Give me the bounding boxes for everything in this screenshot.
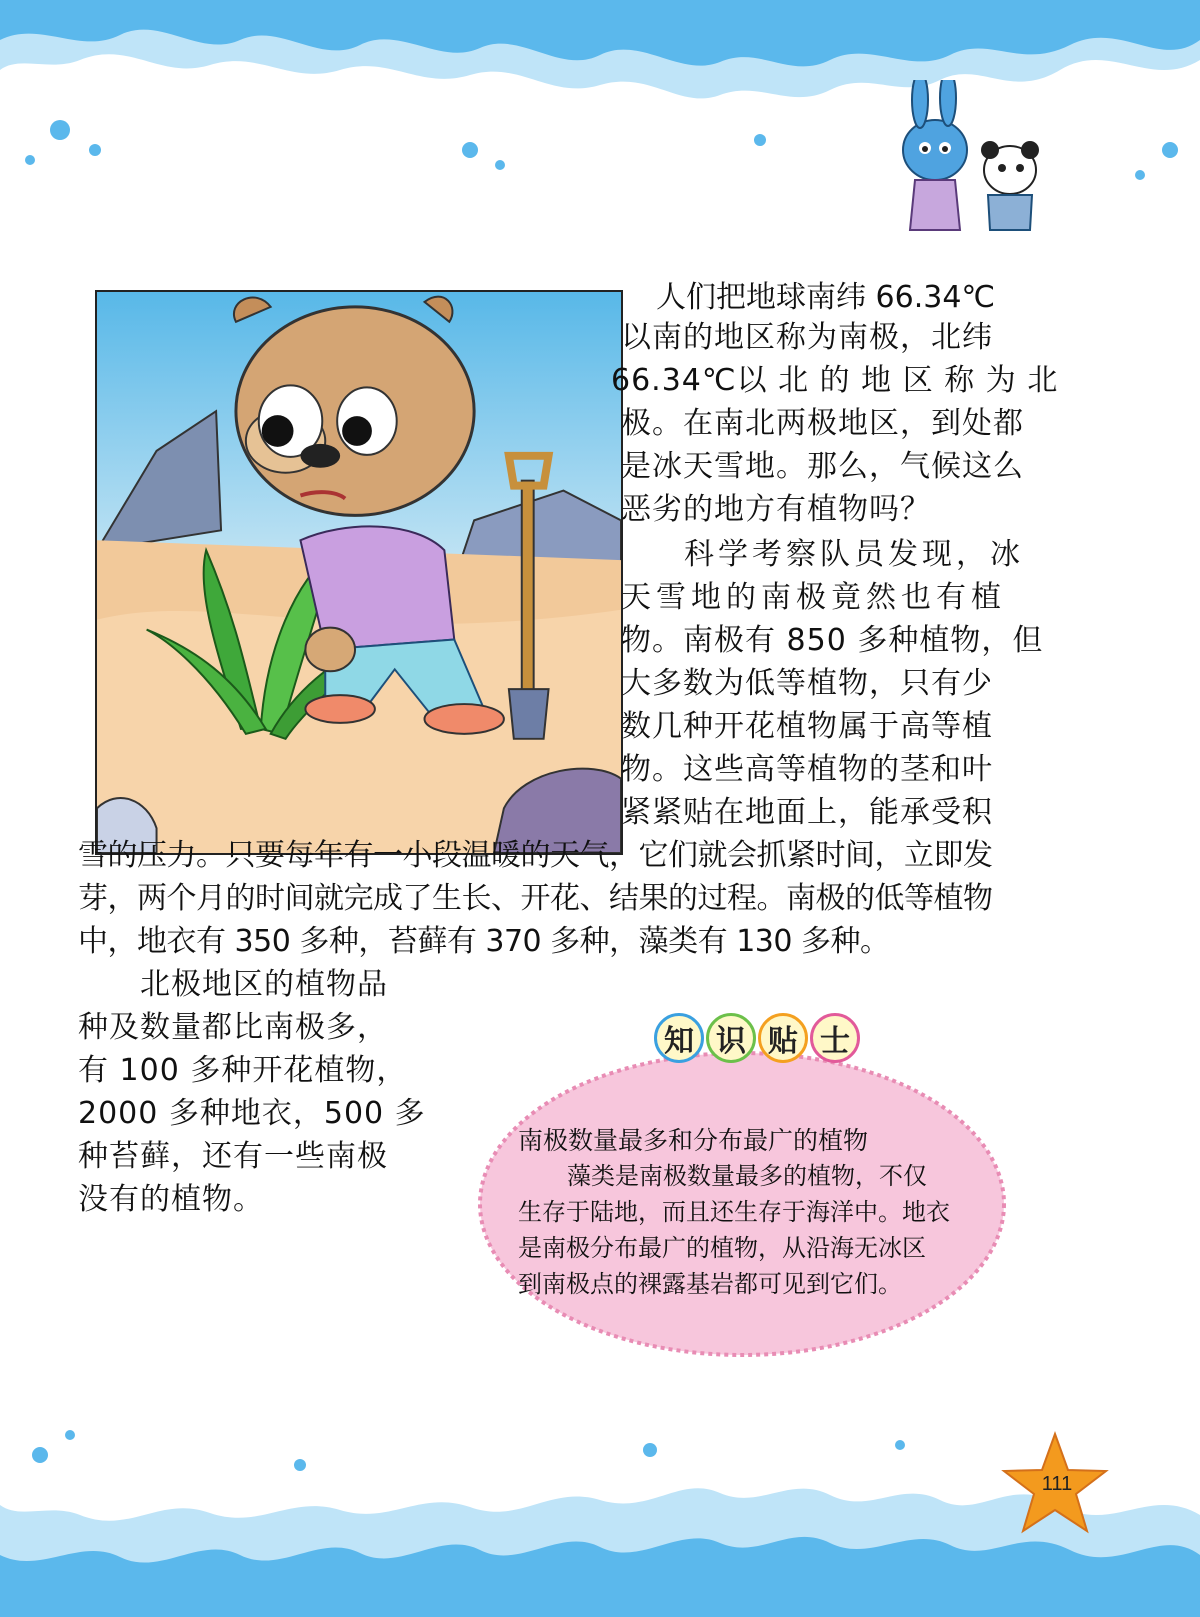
badge-char: 识 — [706, 1013, 756, 1063]
main-text-line: 恶劣的地方有植物吗？ — [621, 492, 931, 527]
tip-text-line: 是南极分布最广的植物，从沿海无冰区 — [518, 1234, 926, 1262]
page-number: 111 — [1041, 1473, 1073, 1495]
main-text-line: 数几种开花植物属于高等植 — [621, 709, 993, 744]
arctic-text-line: 种及数量都比南极多， — [78, 1010, 388, 1045]
tip-text-line: 藻类是南极数量最多的植物，不仅 — [567, 1162, 927, 1190]
arctic-text-line: 种苔藓，还有一些南极 — [78, 1139, 388, 1174]
main-text-line: 大多数为低等植物，只有少 — [621, 666, 993, 701]
main-text-line: 物。这些高等植物的茎和叶 — [621, 752, 993, 787]
main-text-line: 中，地衣有 350 多种，苔藓有 370 多种，藻类有 130 多种。 — [78, 924, 890, 959]
mascots-illustration — [880, 80, 1080, 260]
tip-text-line: 到南极点的裸露基岩都可见到它们。 — [518, 1270, 902, 1298]
arctic-text-line: 没有的植物。 — [78, 1182, 264, 1217]
main-text-line: 物。南极有 850 多种植物，但 — [621, 623, 1044, 658]
main-text-line: 以南的地区称为南极，北纬 — [621, 320, 993, 355]
main-text-line: 芽，两个月的时间就完成了生长、开花、结果的过程。南极的低等植物 — [78, 881, 993, 916]
arctic-text-line: 2000 多种地衣，500 多 — [78, 1096, 426, 1131]
bear-planting-illustration — [95, 290, 623, 855]
main-text-line: 是冰天雪地。那么，气候这么 — [621, 449, 1024, 484]
arctic-text-line: 有 100 多种开花植物， — [78, 1053, 408, 1088]
tip-title: 南极数量最多和分布最广的植物 — [518, 1126, 869, 1155]
main-text-line: 人们把地球南纬 66.34℃ — [656, 280, 996, 315]
tip-text-line: 生存于陆地，而且还生存于海洋中。地衣 — [518, 1198, 950, 1226]
main-text-line: 66.34℃以 北 的 地 区 称 为 北 — [611, 363, 1059, 398]
arctic-text-line: 北极地区的植物品 — [140, 967, 388, 1002]
main-text-line: 紧紧贴在地面上，能承受积 — [621, 795, 993, 830]
main-text-line: 科学考察队员发现，冰 — [684, 537, 1024, 572]
badge-char: 士 — [810, 1013, 860, 1063]
main-text-line: 极。在南北两极地区，到处都 — [621, 406, 1024, 441]
badge-char: 贴 — [758, 1013, 808, 1063]
main-text-line: 天雪地的南极竟然也有植 — [621, 580, 1006, 615]
main-text-line: 雪的压力。只要每年有一小段温暖的天气，它们就会抓紧时间，立即发 — [78, 838, 993, 873]
knowledge-tip-badge — [654, 1013, 860, 1063]
badge-char: 知 — [654, 1013, 704, 1063]
